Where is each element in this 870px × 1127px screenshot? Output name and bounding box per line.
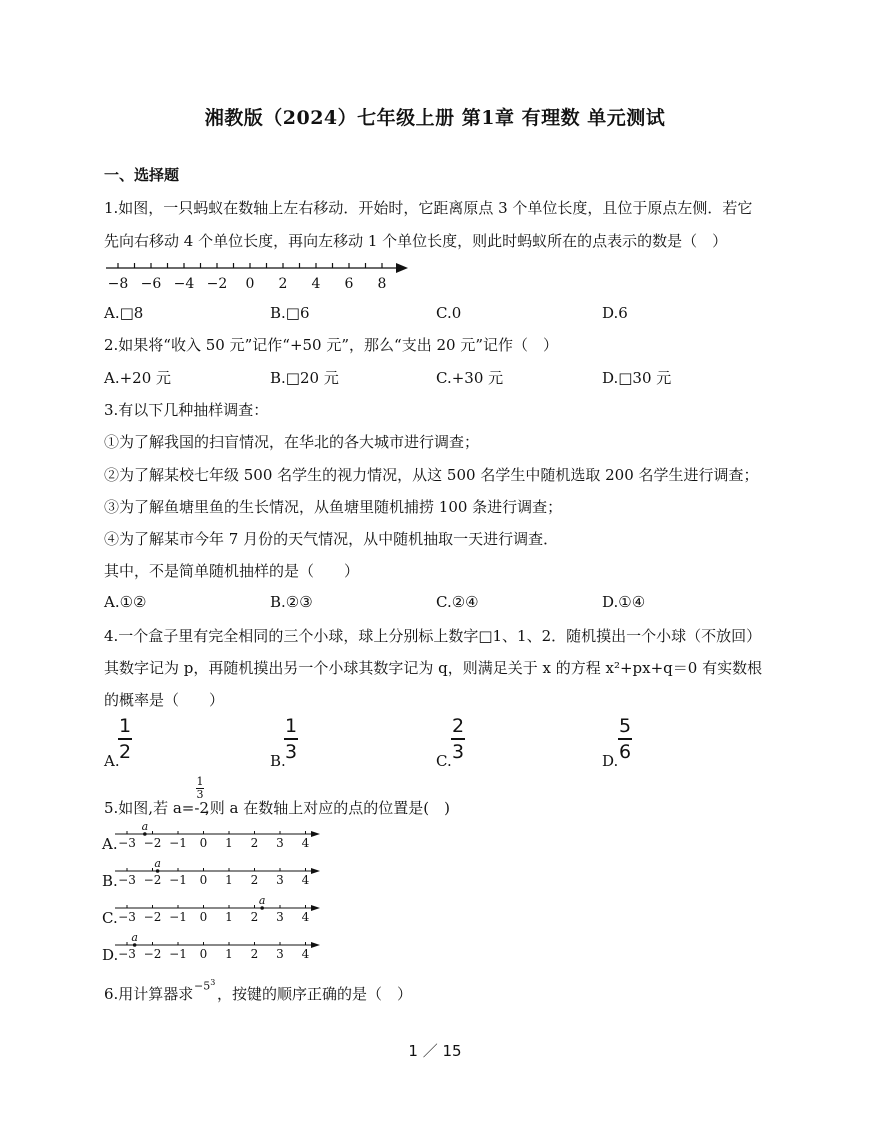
axis-tick-label: 0 xyxy=(199,947,208,961)
axis-tick-label: 3 xyxy=(276,947,284,961)
q3-option-d[interactable]: D.①④ xyxy=(602,593,646,611)
q2-option-c[interactable]: C.+30 元 xyxy=(436,369,504,387)
q5-option-b-letter[interactable]: B. xyxy=(102,872,118,890)
axis-tick-label: 1 xyxy=(225,836,233,850)
denominator: 6 xyxy=(618,741,632,763)
axis-tick-label: −1 xyxy=(169,836,187,850)
axis-tick-label: 3 xyxy=(276,910,284,924)
arrow-icon xyxy=(396,263,408,273)
q1-line2: 先向右移动 4 个单位长度，再向左移动 1 个单位长度，则此时蚂蚁所在的点表示的数是（ ） xyxy=(104,232,728,250)
axis-tick-label: −6 xyxy=(140,276,162,292)
axis-tick-label: −2 xyxy=(206,276,228,292)
axis-tick-label: −3 xyxy=(118,910,136,924)
fraction-bar xyxy=(118,738,132,740)
axis-tick-label: 3 xyxy=(276,836,284,850)
q5-option-c-letter[interactable]: C. xyxy=(102,909,118,927)
axis-tick-label: 4 xyxy=(311,276,321,292)
axis-tick-label: −3 xyxy=(118,873,136,887)
q3-option-c[interactable]: C.②④ xyxy=(436,593,479,611)
axis-tick-label: −3 xyxy=(118,836,136,850)
fraction-bar xyxy=(284,738,298,740)
q4-option-a-fraction[interactable] xyxy=(118,715,132,763)
axis-tick-label: 0 xyxy=(199,873,208,887)
axis-tick-label: −2 xyxy=(143,836,162,850)
q4-option-b-fraction[interactable] xyxy=(284,715,298,763)
arrow-icon xyxy=(311,831,320,837)
q6-text-a: 6.用计算器求 xyxy=(104,985,194,1003)
fraction-bar xyxy=(451,738,465,740)
axis-tick-label: 2 xyxy=(250,836,259,850)
q3-item-2: ②为了解某校七年级 500 名学生的视力情况，从这 500 名学生中随机选取 200 名学生进行调查； xyxy=(104,466,759,484)
denominator: 2 xyxy=(118,741,132,763)
axis-tick-label: 8 xyxy=(377,276,387,292)
axis-tick-label: 2 xyxy=(250,910,259,924)
numerator: 1 xyxy=(118,715,132,737)
axis-tick-label: −3 xyxy=(118,947,136,961)
axis-tick-label: 1 xyxy=(225,947,233,961)
q2-option-a[interactable]: A.+20 元 xyxy=(104,369,172,387)
q4-option-b-letter[interactable]: B. xyxy=(270,752,286,770)
point-label: a xyxy=(131,933,138,944)
q4-line1: 4.一个盒子里有完全相同的三个小球，球上分别标上数字□1、1、2．随机摸出一个小球（不放回） xyxy=(104,627,762,645)
q4-option-a-letter[interactable]: A. xyxy=(104,752,120,770)
denominator: 3 xyxy=(284,741,298,763)
q1-option-a[interactable]: A.□8 xyxy=(104,304,144,322)
axis-tick-label: −1 xyxy=(169,873,187,887)
denominator: 3 xyxy=(451,741,465,763)
q1-line1: 1.如图，一只蚂蚁在数轴上左右移动．开始时，它距离原点 3 个单位长度，且位于原点左侧．若它 xyxy=(104,199,753,217)
axis-tick-label: 4 xyxy=(301,873,310,887)
exponent-numerator: 1 xyxy=(196,775,204,788)
axis-tick-label: 4 xyxy=(301,836,310,850)
q5-text-b: ,则 a 在数轴上对应的点的位置是( ) xyxy=(205,799,450,817)
q2-option-b[interactable]: B.□20 元 xyxy=(270,369,339,387)
q4-option-c-letter[interactable]: C. xyxy=(436,752,452,770)
q2-option-d[interactable]: D.□30 元 xyxy=(602,369,672,387)
q1-option-c[interactable]: C.0 xyxy=(436,304,462,322)
exponent-denominator: 3 xyxy=(196,788,204,801)
q5-option-c-number-line[interactable] xyxy=(115,896,325,926)
axis-tick-label: 3 xyxy=(276,873,284,887)
axis-tick-label: 6 xyxy=(344,276,354,292)
expression-exponent: 3 xyxy=(210,978,216,987)
point-label: a xyxy=(141,822,149,833)
axis-tick-label: −4 xyxy=(173,276,195,292)
fraction-bar xyxy=(618,738,632,740)
q3-item-1: ①为了解我国的扫盲情况，在华北的各大城市进行调查； xyxy=(104,433,480,451)
axis-tick-label: −2 xyxy=(143,910,162,924)
axis-tick-label: 2 xyxy=(278,276,288,292)
axis-tick-label: 0 xyxy=(245,276,255,292)
q5-option-a-letter[interactable]: A. xyxy=(102,835,118,853)
q3-item-4: ④为了解某市今年 7 月份的天气情况，从中随机抽取一天进行调查． xyxy=(104,530,559,548)
q2-text: 2.如果将“收入 50 元”记作“+50 元”，那么“支出 20 元”记作（ ） xyxy=(104,336,558,354)
q1-option-b[interactable]: B.□6 xyxy=(270,304,310,322)
axis-tick-label: 1 xyxy=(225,910,233,924)
q3-item-3: ③为了解鱼塘里鱼的生长情况，从鱼塘里随机捕捞 100 条进行调查； xyxy=(104,498,563,516)
q5-option-a-number-line[interactable] xyxy=(115,822,325,852)
axis-tick-label: 4 xyxy=(301,947,310,961)
numerator: 2 xyxy=(451,715,465,737)
q5-option-d-letter[interactable]: D. xyxy=(102,946,119,964)
q4-line3: 的概率是（ ） xyxy=(104,691,225,709)
q3-question: 其中，不是简单随机抽样的是（ ） xyxy=(104,562,360,580)
axis-tick-label: 1 xyxy=(225,873,233,887)
axis-tick-label: 0 xyxy=(199,836,208,850)
axis-tick-label: −2 xyxy=(143,947,162,961)
arrow-icon xyxy=(311,942,320,948)
axis-tick-label: 2 xyxy=(250,947,259,961)
axis-tick-label: −8 xyxy=(107,276,129,292)
q6-expression xyxy=(194,978,215,993)
q3-text: 3.有以下几种抽样调查： xyxy=(104,401,269,419)
expression-base: −5 xyxy=(194,979,211,993)
axis-tick-label: 2 xyxy=(250,873,259,887)
q1-number-line xyxy=(100,258,420,294)
q5-option-b-number-line[interactable] xyxy=(115,859,325,889)
q3-option-b[interactable]: B.②③ xyxy=(270,593,313,611)
arrow-icon xyxy=(311,868,320,874)
point-label: a xyxy=(258,896,266,907)
axis-tick-label: −2 xyxy=(143,873,162,887)
q6-text-b: ，按键的顺序正确的是（ ） xyxy=(217,985,413,1003)
q4-option-c-fraction[interactable] xyxy=(451,715,465,763)
page-title: 湘教版（2024）七年级上册 第1章 有理数 单元测试 xyxy=(204,107,666,129)
axis-tick-label: −1 xyxy=(169,947,187,961)
axis-tick-label: 4 xyxy=(301,910,310,924)
axis-tick-label: −1 xyxy=(169,910,187,924)
q1-option-d[interactable]: D.6 xyxy=(602,304,628,322)
point-label: a xyxy=(154,859,161,870)
section-heading: 一、选择题 xyxy=(104,166,180,184)
axis-tick-label: 0 xyxy=(199,910,208,924)
numerator: 5 xyxy=(618,715,632,737)
q4-option-d-letter[interactable]: D. xyxy=(602,752,619,770)
page-number: 1 ／ 15 xyxy=(408,1042,462,1060)
arrow-icon xyxy=(311,905,320,911)
q4-line2: 其数字记为 p，再随机摸出另一个小球其数字记为 q，则满足关于 x 的方程 x²+px+q＝0 有实数根 xyxy=(104,659,763,677)
q5-exponent xyxy=(196,777,204,800)
q3-option-a[interactable]: A.①② xyxy=(104,593,147,611)
q5-text-a: 5.如图,若 a=-2 xyxy=(104,799,209,817)
q5-option-d-number-line[interactable] xyxy=(115,933,325,963)
q4-option-d-fraction[interactable] xyxy=(618,715,632,763)
numerator: 1 xyxy=(284,715,298,737)
